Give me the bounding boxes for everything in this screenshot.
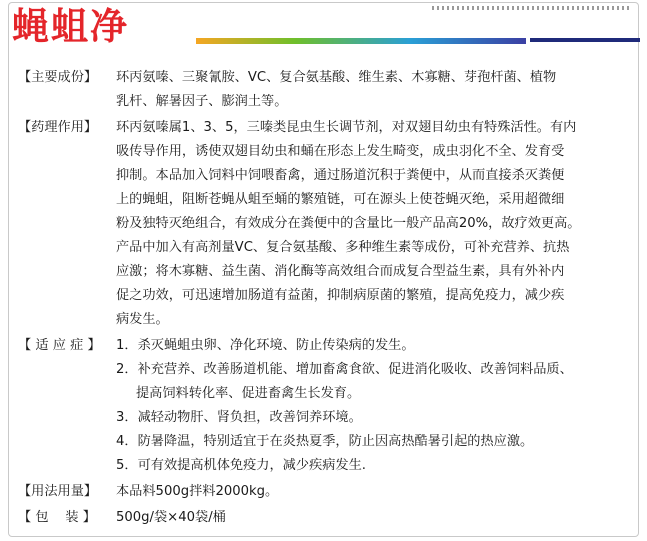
text-line: 应激；将木寡糖、益生菌、消化酶等高效组合而成复合型益生素，具有外补内	[116, 264, 565, 279]
section-body	[116, 334, 630, 478]
text-line: 病发生。	[116, 312, 169, 327]
section-ingredients	[18, 66, 630, 114]
text-line: 吸传导作用，诱使双翅目幼虫和蛹在形态上发生畸变，成虫羽化不全、发育受	[116, 144, 565, 159]
section-label: 【药理作用】	[18, 120, 98, 135]
section-usage	[18, 480, 630, 504]
section-pharmacology	[18, 116, 630, 332]
text-line: 粉及独特灭绝组合，有效成分在粪便中的含量比一般产品高20%，故疗效更高。	[116, 216, 581, 231]
text-line: 产品中加入有高剂量VC、复合氨基酸、多种维生素等成份，可补充营养、抗热	[116, 240, 570, 255]
section-body	[116, 66, 630, 114]
list-item-continuation: 提高饲料转化率、促进畜禽生长发育。	[136, 386, 361, 401]
product-title: 蝇蛆净	[12, 5, 129, 48]
section-label: 【 包 装 】	[18, 510, 96, 525]
section-package	[18, 506, 630, 530]
list-item: 2．补充营养、改善肠道机能、增加畜禽食欲、促进消化吸收、改善饲料品质、	[116, 362, 573, 377]
text-line: 乳杆、解暑因子、膨润土等。	[116, 94, 288, 109]
product-description	[18, 66, 630, 532]
section-body: 本品料500g拌料2000kg。	[116, 484, 279, 499]
text-line: 环丙氨嗪、三聚氰胺、VC、复合氨基酸、维生素、木寡糖、芽孢杆菌、植物	[116, 70, 557, 85]
section-indications	[18, 334, 630, 478]
section-body: 500g/袋×40袋/桶	[116, 510, 226, 525]
section-label: 【用法用量】	[18, 484, 98, 499]
text-line: 环丙氨嗪属1、3、5，三嗪类昆虫生长调节剂，对双翅目幼虫有特殊活性。有内	[116, 120, 577, 135]
list-item: 3．减轻动物肝、肾负担，改善饲养环境。	[116, 410, 362, 425]
dotted-decoration	[432, 6, 632, 10]
accent-bar	[530, 38, 640, 42]
section-body	[116, 116, 630, 332]
text-line: 抑制。本品加入饲料中饲喂畜禽，通过肠道沉积于粪便中，从而直接杀灭粪便	[116, 168, 565, 183]
gradient-bar	[196, 38, 526, 44]
section-label: 【 适 应 症 】	[18, 338, 101, 353]
list-item: 1．杀灭蝇蛆虫卵、净化环境、防止传染病的发生。	[116, 338, 415, 353]
text-line: 促之功效，可迅速增加肠道有益菌，抑制病原菌的繁殖，提高免疫力，减少疾	[116, 288, 565, 303]
list-item: 4．防暑降温，特别适宜于在炎热夏季，防止因高热酷暑引起的热应激。	[116, 434, 534, 449]
list-item: 5．可有效提高机体免疫力，减少疾病发生.	[116, 458, 366, 473]
text-line: 上的蝇蛆，阻断苍蝇从蛆至蛹的繁殖链，可在源头上使苍蝇灭绝，采用超微细	[116, 192, 565, 207]
section-label: 【主要成份】	[18, 70, 98, 85]
